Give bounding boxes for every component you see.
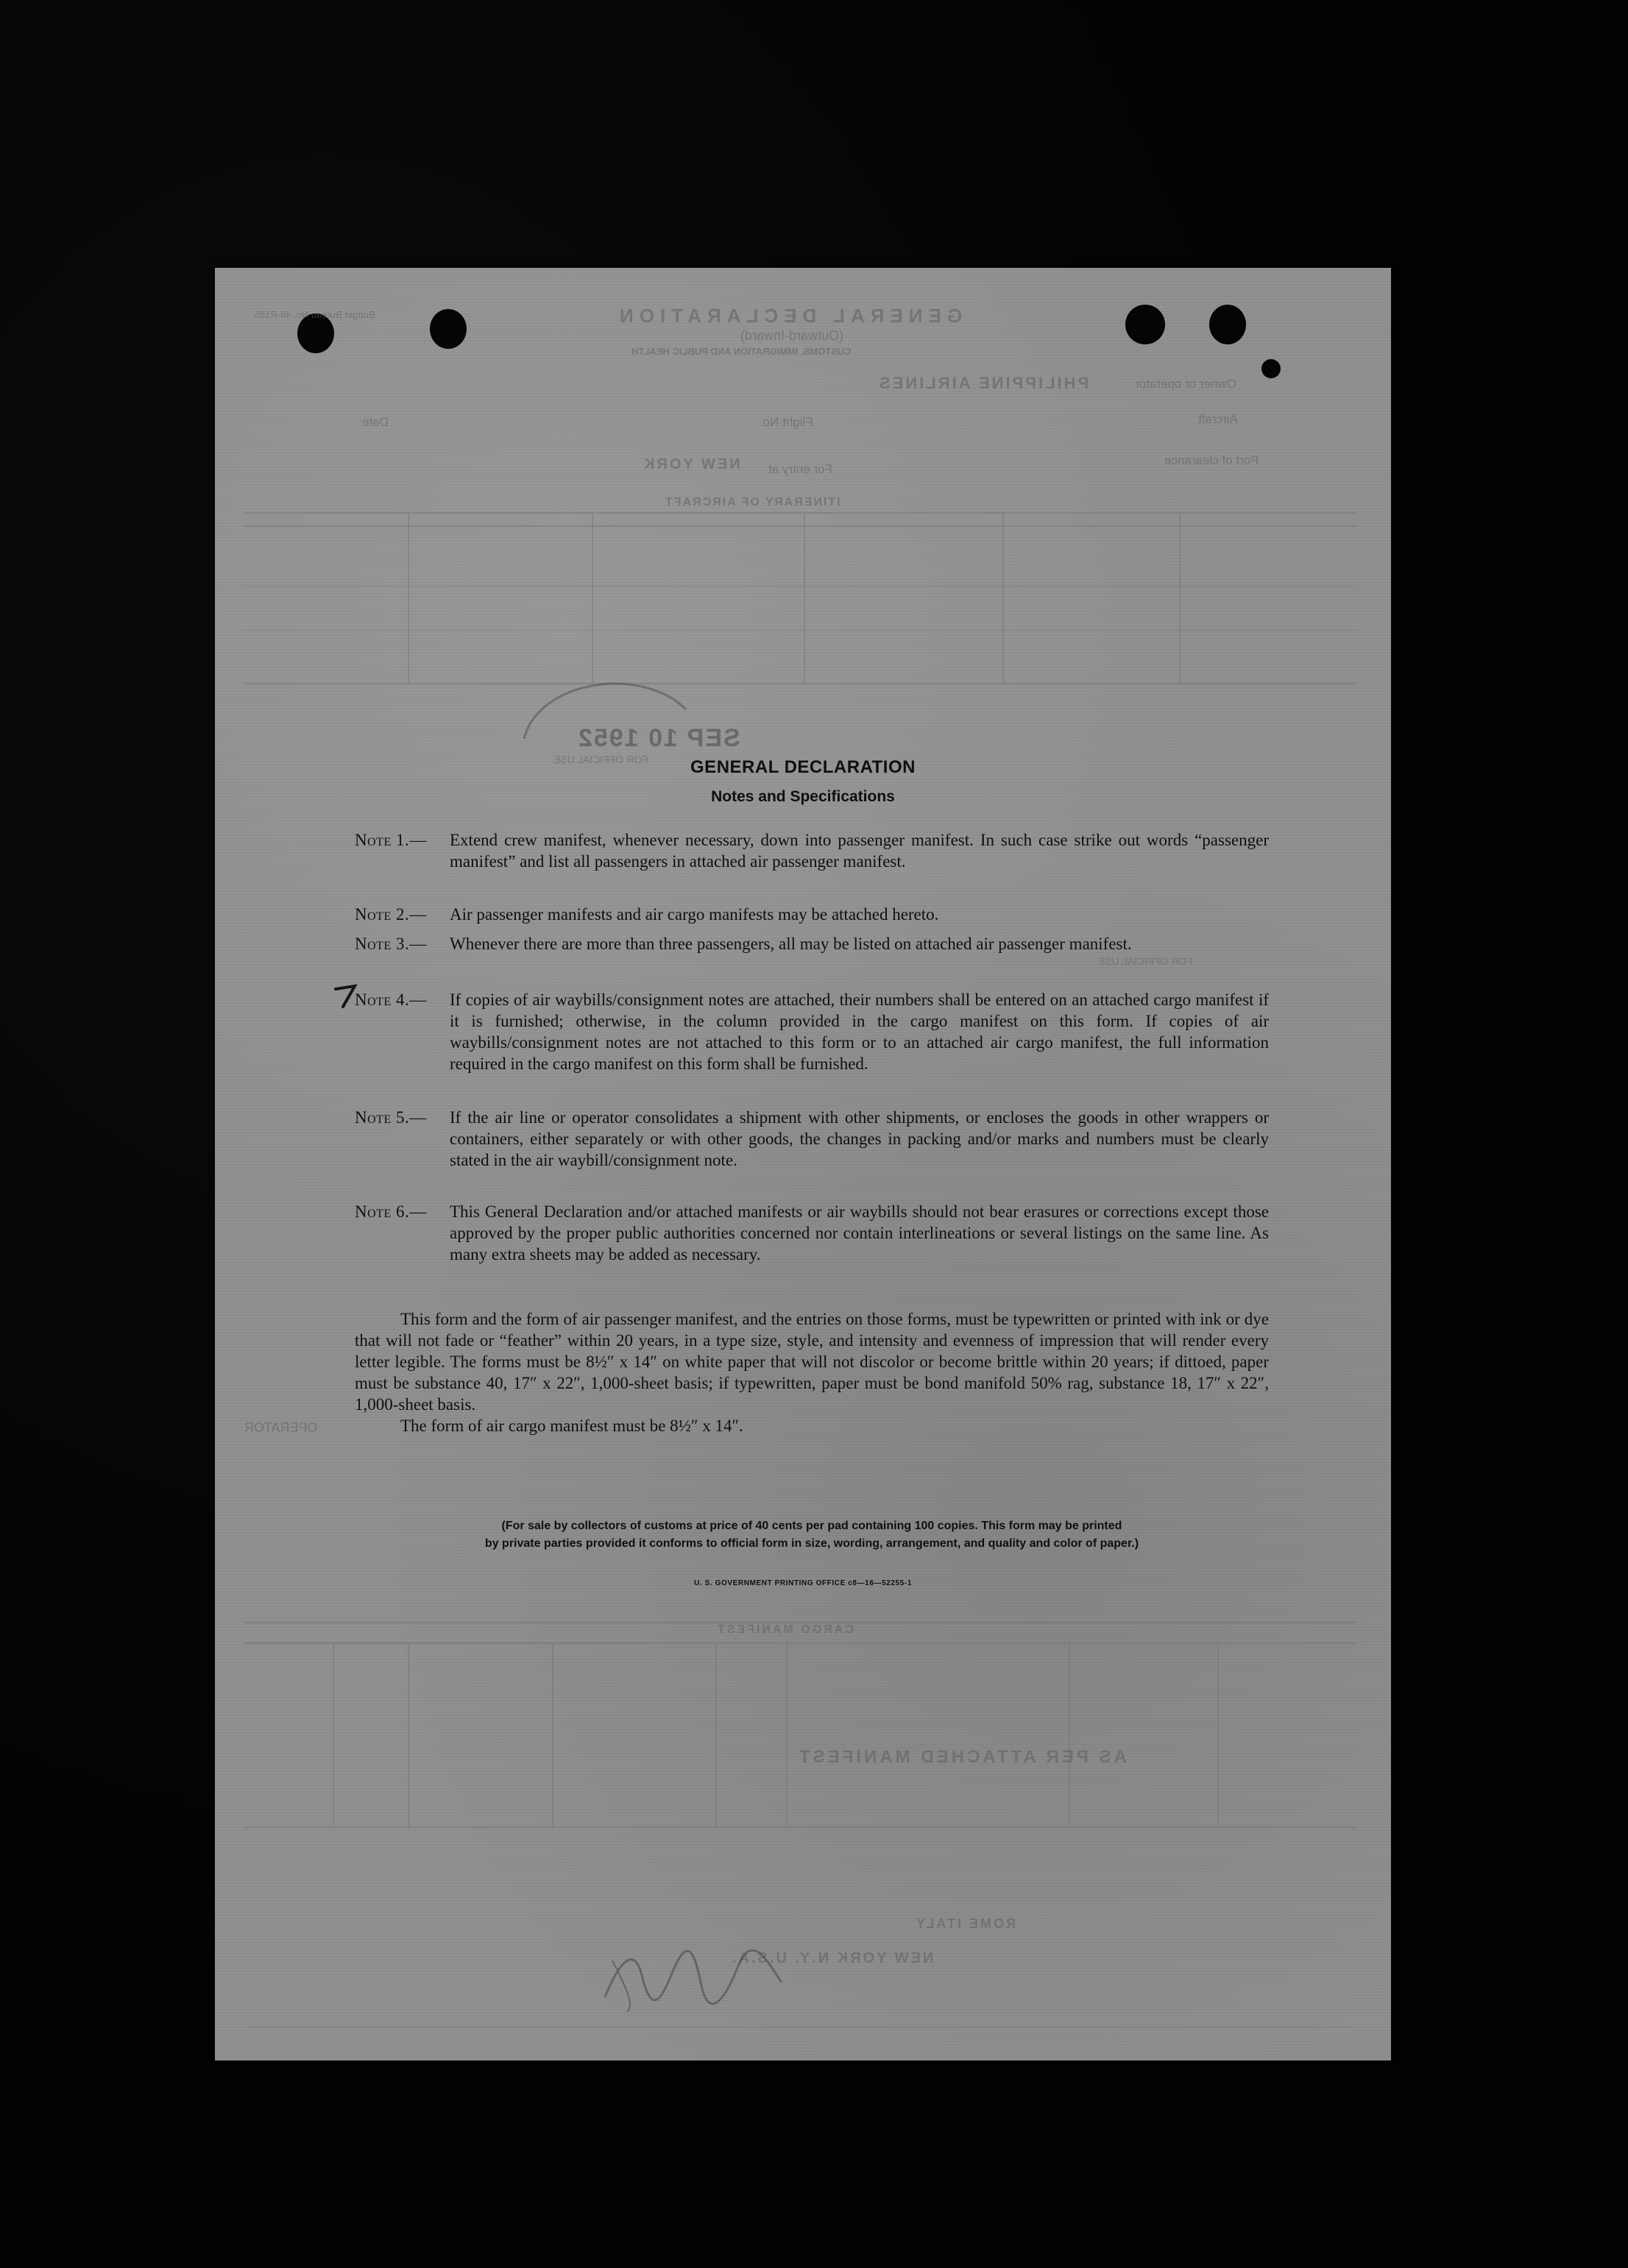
ghost-itinerary: ITINERARY OF AIRCRAFT xyxy=(664,496,840,508)
note-text: Whenever there are more than three passengers, all may be listed on attached air passenger manifest. xyxy=(450,935,1132,953)
note-label: Note 4.— xyxy=(355,991,427,1009)
ghost-header-agency: CUSTOMS, IMMIGRATION AND PUBLIC HEALTH xyxy=(631,346,852,357)
note-3 xyxy=(355,933,1269,954)
note-1 xyxy=(355,829,1269,872)
note-6 xyxy=(355,1201,1269,1265)
page-subtitle: Notes and Specifications xyxy=(711,788,895,805)
ghost-bureau: Budget Bureau No. 48-R185. xyxy=(252,309,375,320)
ghost-official-use: FOR OFFICIAL USE xyxy=(553,754,648,765)
form-requirements-paragraph xyxy=(355,1308,1269,1436)
note-label: Note 6.— xyxy=(355,1202,427,1221)
notes-sheet xyxy=(215,268,1391,2060)
ghost-cargo-manifest: CARGO MANIFEST xyxy=(715,1623,854,1636)
ghost-owner-label: Owner or operator xyxy=(1135,377,1236,391)
ghost-entry-value: NEW YORK xyxy=(642,456,740,472)
ghost-destination: NEW YORK N.Y. U.S.A. xyxy=(730,1950,934,1966)
ghost-stamp-date: SEP 10 1952 xyxy=(577,724,740,752)
note-text: This General Declaration and/or attached manifests or air waybills should not bear erasures or corrections except those approved by the proper public authorities concerned nor contain interlineations or several listings on the same line. As many extra sheets may be added as necessary. xyxy=(450,1202,1269,1264)
note-label: Note 1.— xyxy=(355,831,427,849)
ghost-embarked: ROME ITALY xyxy=(914,1916,1016,1931)
note-text: Extend crew manifest, whenever necessary, down into passenger manifest. In such case strike out words “passenger manifest” and list all passengers in attached air passenger manifest. xyxy=(450,831,1269,871)
note-label: Note 3.— xyxy=(355,935,427,953)
ghost-clearance-label: Port of clearance xyxy=(1164,453,1259,467)
sale-notice-line-1: (For sale by collectors of customs at price of 40 cents per pad containing 100 copies. This form may be printed xyxy=(501,1520,1122,1532)
note-2 xyxy=(355,904,1269,925)
ghost-header-sub: (Outward-Inward) xyxy=(740,328,844,343)
ghost-attached-manifest: AS PER ATTACHED MANIFEST xyxy=(796,1747,1127,1767)
ghost-header-title: GENERAL DECLARATION xyxy=(614,305,963,327)
note-4 xyxy=(355,989,1269,1074)
ghost-operator: OPERATOR xyxy=(244,1420,318,1435)
note-text: Air passenger manifests and air cargo manifests may be attached hereto. xyxy=(450,905,939,924)
note-label: Note 5.— xyxy=(355,1108,427,1127)
document-page xyxy=(215,268,1391,2060)
cargo-manifest-size-text: The form of air cargo manifest must be 8½″ x 14″. xyxy=(400,1417,743,1435)
page-title: GENERAL DECLARATION xyxy=(690,757,916,777)
note-text: If the air line or operator consolidates a shipment with other shipments, or encloses the goods in other wrappers or containers, either separately or with other goods, the changes in packing and/or marks and numbers must be clearly stated in the air waybill/consignment note. xyxy=(450,1108,1269,1169)
note-5 xyxy=(355,1107,1269,1171)
form-requirements-text: This form and the form of air passenger manifest, and the entries on those forms, must be typewritten or printed with ink or dye that will not fade or “feather” within 20 years, in a type size, style, and intensity and evenness of impression that will render every letter legible. The forms must be 8½″ x 14″ on white paper that will not discolor or become brittle within 20 years; if dittoed, paper must be substance 40, 17″ x 22″, 1,000-sheet basis; if typewritten, paper must be bond manifold 50% rag, substance 18, 17″ x 22″, 1,000-sheet basis. xyxy=(355,1310,1269,1414)
pen-mark-icon xyxy=(333,983,362,1010)
ghost-flight-label: Flight No. xyxy=(760,415,813,429)
ghost-entry-label: For entry at xyxy=(768,462,832,476)
ghost-aircraft-label: Aircraft xyxy=(1198,412,1238,426)
sale-notice xyxy=(355,1517,1269,1553)
ghost-owner-value: PHILIPPINE AIRLINES xyxy=(877,374,1089,392)
ghost-date-label: Date xyxy=(362,415,389,429)
ghost-official-use-2: FOR OFFICIAL USE xyxy=(1098,955,1193,967)
note-text: If copies of air waybills/consignment notes are attached, their numbers shall be entered on an attached cargo manifest if it is furnished; otherwise, in the column provided in the cargo manifest on this form. If copies of air waybills/consignment notes are not attached to this form or to an attached air cargo manifest, the full information required in the cargo manifest on this form shall be furnished. xyxy=(450,991,1269,1073)
sale-notice-line-2: by private parties provided it conforms to official form in size, wording, arrangement, and quality and color of paper.) xyxy=(484,1537,1139,1550)
note-label: Note 2.— xyxy=(355,905,427,924)
printer-imprint: U. S. GOVERNMENT PRINTING OFFICE c8—16—52255-1 xyxy=(694,1579,912,1587)
